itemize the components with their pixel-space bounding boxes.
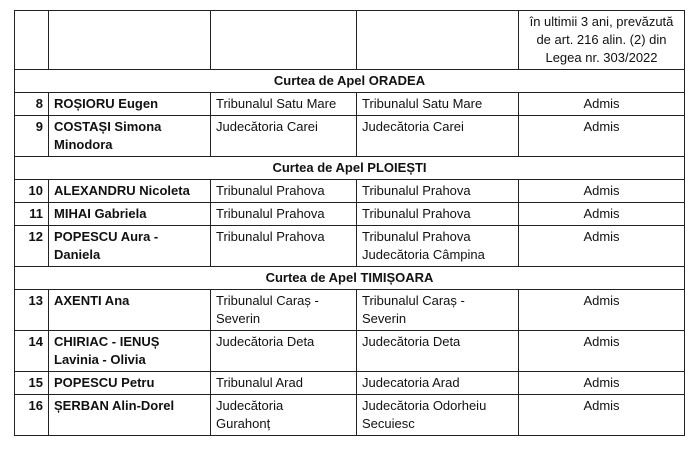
table-body — [15, 11, 685, 436]
header-cell-name — [49, 11, 211, 70]
section-row — [15, 267, 685, 290]
candidate-name-line: Lavinia - Olivia — [54, 352, 146, 367]
candidate-name-line: MIHAI Gabriela — [54, 206, 147, 221]
target-court — [357, 372, 519, 395]
target-court-line: Tribunalul Prahova — [362, 206, 471, 221]
candidate-name-line: Minodora — [54, 137, 113, 152]
current-court-line: Tribunalul Arad — [216, 375, 303, 390]
header-cell-to — [357, 11, 519, 70]
candidate-name-line: POPESCU Aura - — [54, 229, 159, 244]
row-number: 11 — [15, 203, 49, 226]
current-court-line: Tribunalul Prahova — [216, 229, 325, 244]
current-court-line: Gurahonț — [216, 416, 271, 431]
row-number: 10 — [15, 180, 49, 203]
table-row — [15, 290, 685, 331]
current-court — [211, 290, 357, 331]
table-row — [15, 180, 685, 203]
table-row — [15, 93, 685, 116]
target-court-line: Tribunalul Prahova — [362, 183, 471, 198]
current-court-line: Tribunalul Prahova — [216, 206, 325, 221]
candidate-name-line: Daniela — [54, 247, 101, 262]
candidate-name-line: AXENTI Ana — [54, 293, 130, 308]
target-court — [357, 331, 519, 372]
table-row — [15, 331, 685, 372]
target-court-line: Tribunalul Caraș - — [362, 293, 465, 308]
target-court-line: Tribunalul Satu Mare — [362, 96, 483, 111]
header-cell-nr — [15, 11, 49, 70]
candidate-name — [49, 395, 211, 436]
table-row — [15, 372, 685, 395]
current-court — [211, 203, 357, 226]
current-court-line: Severin — [216, 311, 261, 326]
target-court-line: Judecătoria Odorheiu — [362, 398, 487, 413]
current-court — [211, 226, 357, 267]
current-court-line: Tribunalul Prahova — [216, 183, 325, 198]
status-cell: Admis — [519, 93, 685, 116]
row-number: 14 — [15, 331, 49, 372]
candidate-name-line: CHIRIAC - IENUȘ — [54, 334, 160, 349]
target-court — [357, 93, 519, 116]
current-court-line: Tribunalul Caraș - — [216, 293, 319, 308]
row-number: 15 — [15, 372, 49, 395]
current-court — [211, 116, 357, 157]
target-court — [357, 116, 519, 157]
status-cell: Admis — [519, 372, 685, 395]
target-court-line: Judecătoria Carei — [362, 119, 464, 134]
table-row — [15, 116, 685, 157]
header-note-line: Legea nr. 303/2022 — [545, 50, 658, 65]
candidate-name — [49, 372, 211, 395]
current-court-line: Judecătoria Carei — [216, 119, 318, 134]
row-number: 12 — [15, 226, 49, 267]
target-court-line: Judecătoria Deta — [362, 334, 461, 349]
candidate-name — [49, 203, 211, 226]
status-cell: Admis — [519, 395, 685, 436]
status-cell: Admis — [519, 116, 685, 157]
section-title: Curtea de Apel PLOIEȘTI — [15, 157, 685, 180]
section-title: Curtea de Apel ORADEA — [15, 70, 685, 93]
candidate-name — [49, 93, 211, 116]
current-court — [211, 331, 357, 372]
current-court — [211, 372, 357, 395]
target-court — [357, 290, 519, 331]
target-court-line: Judecatoria Arad — [362, 375, 460, 390]
candidate-name-line: POPESCU Petru — [54, 375, 155, 390]
candidate-name — [49, 116, 211, 157]
current-court — [211, 93, 357, 116]
header-cell-from — [211, 11, 357, 70]
table-row — [15, 226, 685, 267]
target-court-line: Secuiesc — [362, 416, 415, 431]
current-court-line: Judecătoria — [216, 398, 284, 413]
status-cell: Admis — [519, 290, 685, 331]
target-court — [357, 180, 519, 203]
target-court — [357, 395, 519, 436]
row-number: 8 — [15, 93, 49, 116]
candidate-name-line: ALEXANDRU Nicoleta — [54, 183, 190, 198]
current-court-line: Judecătoria Deta — [216, 334, 315, 349]
status-cell: Admis — [519, 203, 685, 226]
candidate-name — [49, 226, 211, 267]
target-court-line: Severin — [362, 311, 407, 326]
candidate-name-line: COSTAȘI Simona — [54, 119, 162, 134]
table-row — [15, 203, 685, 226]
header-note-line: de art. 216 alin. (2) din — [536, 32, 667, 47]
status-cell: Admis — [519, 180, 685, 203]
target-court — [357, 226, 519, 267]
results-table — [14, 10, 685, 436]
header-cell-note — [519, 11, 685, 70]
target-court-line: Judecătoria Câmpina — [362, 247, 485, 262]
status-cell: Admis — [519, 331, 685, 372]
table-row — [15, 395, 685, 436]
header-note-line: în ultimii 3 ani, prevăzută — [529, 14, 674, 29]
current-court-line: Tribunalul Satu Mare — [216, 96, 337, 111]
candidate-name-line: ROȘIORU Eugen — [54, 96, 159, 111]
header-row — [15, 11, 685, 70]
row-number: 16 — [15, 395, 49, 436]
row-number: 9 — [15, 116, 49, 157]
section-title: Curtea de Apel TIMIȘOARA — [15, 267, 685, 290]
row-number: 13 — [15, 290, 49, 331]
section-row — [15, 70, 685, 93]
candidate-name — [49, 180, 211, 203]
current-court — [211, 395, 357, 436]
candidate-name — [49, 331, 211, 372]
candidate-name-line: ȘERBAN Alin-Dorel — [54, 398, 175, 413]
target-court-line: Tribunalul Prahova — [362, 229, 471, 244]
current-court — [211, 180, 357, 203]
status-cell: Admis — [519, 226, 685, 267]
target-court — [357, 203, 519, 226]
section-row — [15, 157, 685, 180]
candidate-name — [49, 290, 211, 331]
